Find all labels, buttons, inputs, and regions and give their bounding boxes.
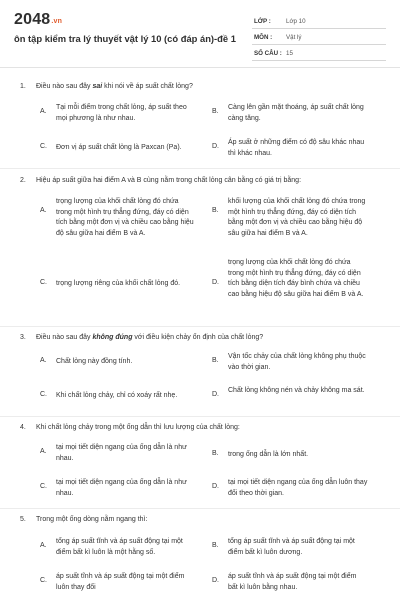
question-number: 2. [20, 177, 26, 184]
option-text: Càng lên gần mặt thoáng, áp suất chất lỏng càng tăng. [228, 104, 364, 122]
option-letter: C. [40, 143, 47, 150]
question-divider [0, 326, 400, 327]
question-text: Trong một ống dòng nằm ngang thì: [36, 516, 148, 523]
option-text: áp suất tĩnh và áp suất động tại một điểm luôn thay đổi [56, 573, 185, 591]
option-text: Tại mỗi điểm trong chất lỏng, áp suất theo mọi phương là như nhau. [56, 104, 187, 122]
option-letter: D. [212, 391, 219, 398]
option-text: áp suất tĩnh và áp suất động tại một điểm bất kì luôn bằng nhau. [228, 573, 357, 591]
option-letter: B. [212, 108, 219, 115]
document-meta [252, 14, 386, 61]
logo-main: 2048 [14, 11, 51, 28]
option-letter: D. [212, 577, 219, 584]
meta-value: Lớp 10 [286, 18, 306, 25]
option-letter: D. [212, 143, 219, 150]
question-text: Khi chất lỏng chảy trong một ống dẫn thì lưu lượng của chất lỏng: [36, 424, 240, 431]
question-text: Hiệu áp suất giữa hai điểm A và B cùng nằm trong chất lỏng cân bằng có giá trị bằng: [36, 177, 302, 184]
option-letter: C. [40, 577, 47, 584]
meta-row-count [252, 46, 386, 61]
header-divider [0, 67, 400, 68]
option-text: tại mọi tiết diện ngang của ống dẫn luôn thay đổi theo thời gian. [228, 479, 368, 497]
page-header [0, 0, 400, 68]
option-text: Vận tốc chảy của chất lỏng không phụ thuộc vào thời gian. [228, 353, 366, 371]
question-number: 1. [20, 83, 26, 90]
meta-label: MÔN : [254, 34, 273, 41]
question-divider [0, 416, 400, 417]
option-text: tại mọi tiết diện ngang của ống dẫn là như nhau. [56, 444, 187, 462]
option-text: trọng lượng riêng của khối chất lỏng đó. [56, 280, 181, 287]
option-letter: D. [212, 483, 219, 490]
option-letter: B. [212, 542, 219, 549]
logo-suffix: .vn [51, 18, 63, 25]
option-letter: C. [40, 279, 47, 286]
option-text: khối lượng của khối chất lỏng đó chứa trong một hình trụ thẳng đứng, đáy có diện tích bằng một đơn vị và chiều cao bằng hiệu độ sâu giữa hai điểm B và A. [228, 198, 366, 237]
question-text: Điều nào sau đây không đúng với điều kiện chảy ổn định của chất lỏng? [36, 334, 264, 341]
meta-label: LỚP : [254, 18, 271, 25]
meta-label: SỐ CÂU : [254, 50, 282, 57]
option-text: trọng lượng của khối chất lỏng đó chứa trong một hình trụ thẳng đứng, đáy có diện tích bằng một đơn vị và chiều cao bằng hiệu độ sâu giữa hai điểm B và A. [56, 198, 194, 237]
question-emphasis: sai [92, 83, 103, 90]
question-number: 3. [20, 334, 26, 341]
option-letter: B. [212, 450, 219, 457]
option-text: tại mọi tiết diện ngang của ống dẫn là như nhau. [56, 479, 187, 497]
question-number: 4. [20, 424, 26, 431]
meta-row-subject [252, 30, 386, 45]
option-text: Chất lỏng không nén và chảy không ma sát. [228, 387, 365, 394]
option-letter: A. [40, 448, 47, 455]
meta-value: Vật lý [286, 34, 302, 41]
meta-value: 15 [286, 50, 293, 57]
option-letter: C. [40, 483, 47, 490]
question-divider [0, 168, 400, 169]
document-title: ôn tập kiểm tra lý thuyết vật lý 10 (có đáp án)-đề 1 [14, 33, 236, 44]
option-text: Khi chất lỏng chảy, chỉ có xoáy rất nhẹ. [56, 392, 178, 399]
meta-row-class [252, 14, 386, 29]
option-letter: B. [212, 207, 219, 214]
option-text: tổng áp suất tĩnh và áp suất động tại một điểm bất kì luôn dương. [228, 538, 355, 556]
option-letter: B. [212, 357, 219, 364]
option-text: Chất lỏng này đồng tính. [56, 358, 133, 365]
option-text: Áp suất ở những điểm có độ sâu khác nhau thì khác nhau. [228, 139, 365, 157]
question-divider [0, 508, 400, 509]
option-text: trọng lượng của khối chất lỏng đó chứa trong một hình trụ thẳng đứng, đáy có diện tích bằng diện tích đáy bình chứa và chiều cao bằng hiệu độ sâu giữa hai điểm B và A. [228, 259, 364, 298]
option-letter: A. [40, 108, 47, 115]
option-text: trong ống dẫn là lớn nhất. [228, 451, 309, 458]
option-letter: D. [212, 279, 219, 286]
site-logo[interactable] [14, 11, 62, 29]
option-text: tổng áp suất tĩnh và áp suất động tại một điểm bất kì luôn là một hằng số. [56, 538, 183, 556]
question-number: 5. [20, 516, 26, 523]
option-text: Đơn vị áp suất chất lỏng là Paxcan (Pa). [56, 144, 182, 151]
option-letter: A. [40, 542, 47, 549]
option-letter: C. [40, 391, 47, 398]
option-letter: A. [40, 357, 47, 364]
question-emphasis: không đúng [92, 334, 133, 341]
option-letter: A. [40, 207, 47, 214]
question-text: Điều nào sau đây sai khi nói về áp suất chất lỏng? [36, 83, 193, 90]
